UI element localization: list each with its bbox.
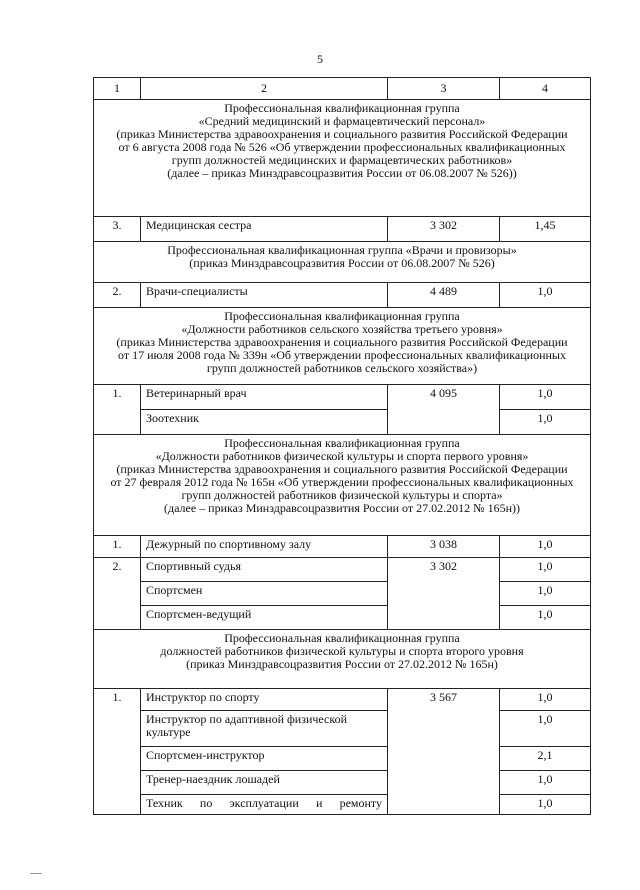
salary-table <box>93 77 591 815</box>
group-title-line: групп должностей медицинских и фармацевтических работников» <box>171 153 513 167</box>
group-title-line: «Средний медицинский и фармацевтический персонал» <box>198 114 486 128</box>
coefficient-value: 1,45 <box>500 217 591 242</box>
table-row <box>94 582 591 606</box>
position-name: Техник по эксплуатации и ремонту <box>141 795 388 815</box>
group-title-line: от 6 августа 2008 года № 526 «Об утверждении профессиональных квалификационных <box>118 140 566 154</box>
salary-value: 4 095 <box>388 385 500 435</box>
row-number: 2. <box>94 283 141 308</box>
coefficient-value: 1,0 <box>500 606 591 630</box>
group-title-line: групп должностей работников физической культуры и спорта» <box>181 488 503 502</box>
row-number: 1. <box>94 536 141 558</box>
table-row <box>94 385 591 410</box>
coefficient-value: 1,0 <box>500 536 591 558</box>
group-title-line: должностей работников физической культуры и спорта второго уровня <box>160 644 524 658</box>
position-name: Инструктор по адаптивной физической культуре <box>141 711 388 747</box>
salary-value: 3 567 <box>388 689 500 815</box>
group-title-line: Профессиональная квалификационная группа <box>224 101 460 115</box>
group-title-line: (приказ Министерства здравоохранения и социального развития Российской Федерации <box>116 462 568 476</box>
coefficient-value: 1,0 <box>500 795 591 815</box>
coefficient-value: 1,0 <box>500 711 591 747</box>
position-name: Инструктор по спорту <box>141 689 388 711</box>
group-title <box>94 100 591 217</box>
table-row <box>94 771 591 795</box>
table-row <box>94 558 591 582</box>
row-number: 1. <box>94 689 141 815</box>
group-title-row <box>94 435 591 536</box>
group-title-line: (приказ Минздравсоцразвития России от 06.08.2007 № 526) <box>189 256 495 270</box>
header-col-3: 3 <box>388 78 500 100</box>
coefficient-value: 1,0 <box>500 385 591 410</box>
header-row <box>94 78 591 100</box>
coefficient-value: 1,0 <box>500 558 591 582</box>
group-title <box>94 435 591 536</box>
row-number: 1. <box>94 385 141 435</box>
salary-value: 3 302 <box>388 217 500 242</box>
position-name: Дежурный по спортивному залу <box>141 536 388 558</box>
group-title-line: Профессиональная квалификационная группа <box>224 436 460 450</box>
table-row <box>94 689 591 711</box>
salary-value: 3 038 <box>388 536 500 558</box>
position-name: Врачи-специалисты <box>141 283 388 308</box>
group-title-row <box>94 308 591 385</box>
coefficient-value: 2,1 <box>500 747 591 771</box>
table-row <box>94 536 591 558</box>
group-title-line: от 17 июля 2008 года № 339н «Об утверждении профессиональных квалификационных <box>118 348 566 362</box>
table-row <box>94 410 591 435</box>
salary-value: 4 489 <box>388 283 500 308</box>
scan-mark <box>30 873 42 874</box>
group-title-row <box>94 100 591 217</box>
coefficient-value: 1,0 <box>500 771 591 795</box>
table-row <box>94 795 591 815</box>
group-title-row <box>94 242 591 283</box>
coefficient-value: 1,0 <box>500 410 591 435</box>
position-name: Зоотехник <box>141 410 388 435</box>
table-row <box>94 283 591 308</box>
position-name: Ветеринарный врач <box>141 385 388 410</box>
group-title-line: «Должности работников сельского хозяйства третьего уровня» <box>181 322 503 336</box>
group-title <box>94 630 591 689</box>
coefficient-value: 1,0 <box>500 283 591 308</box>
group-title-line: от 27 февраля 2012 года № 165н «Об утверждении профессиональных квалификационных <box>110 475 574 489</box>
group-title-line: (приказ Министерства здравоохранения и социального развития Российской Федерации <box>116 335 568 349</box>
row-number: 3. <box>94 217 141 242</box>
group-title-line: Профессиональная квалификационная группа «Врачи и провизоры» <box>167 243 517 257</box>
position-name: Медицинская сестра <box>141 217 388 242</box>
table-row <box>94 217 591 242</box>
table-row <box>94 606 591 630</box>
position-name: Спортсмен-инструктор <box>141 747 388 771</box>
table-row <box>94 711 591 747</box>
position-name: Спортивный судья <box>141 558 388 582</box>
position-name: Тренер-наездник лошадей <box>141 771 388 795</box>
group-title-line: «Должности работников физической культуры и спорта первого уровня» <box>155 449 529 463</box>
position-name: Спортсмен-ведущий <box>141 606 388 630</box>
header-col-4: 4 <box>500 78 591 100</box>
coefficient-value: 1,0 <box>500 582 591 606</box>
group-title-line: (далее – приказ Минздравсоцразвития России от 27.02.2012 № 165н)) <box>163 501 520 515</box>
coefficient-value: 1,0 <box>500 689 591 711</box>
group-title <box>94 308 591 385</box>
table-row <box>94 747 591 771</box>
group-title-line: Профессиональная квалификационная группа <box>224 309 460 323</box>
group-title-line: Профессиональная квалификационная группа <box>224 631 460 645</box>
group-title-line: (приказ Минздравсоцразвития России от 27.02.2012 № 165н) <box>186 657 498 671</box>
group-title <box>94 242 591 283</box>
group-title-line: (приказ Министерства здравоохранения и социального развития Российской Федерации <box>116 127 568 141</box>
position-name: Спортсмен <box>141 582 388 606</box>
salary-value: 3 302 <box>388 558 500 630</box>
header-col-1: 1 <box>94 78 141 100</box>
group-title-row <box>94 630 591 689</box>
group-title-line: (далее – приказ Минздравсоцразвития России от 06.08.2007 № 526)) <box>167 166 517 180</box>
row-number: 2. <box>94 558 141 630</box>
group-title-line: групп должностей работников сельского хозяйства») <box>206 361 478 375</box>
header-col-2: 2 <box>141 78 388 100</box>
page-number: 5 <box>317 52 323 66</box>
